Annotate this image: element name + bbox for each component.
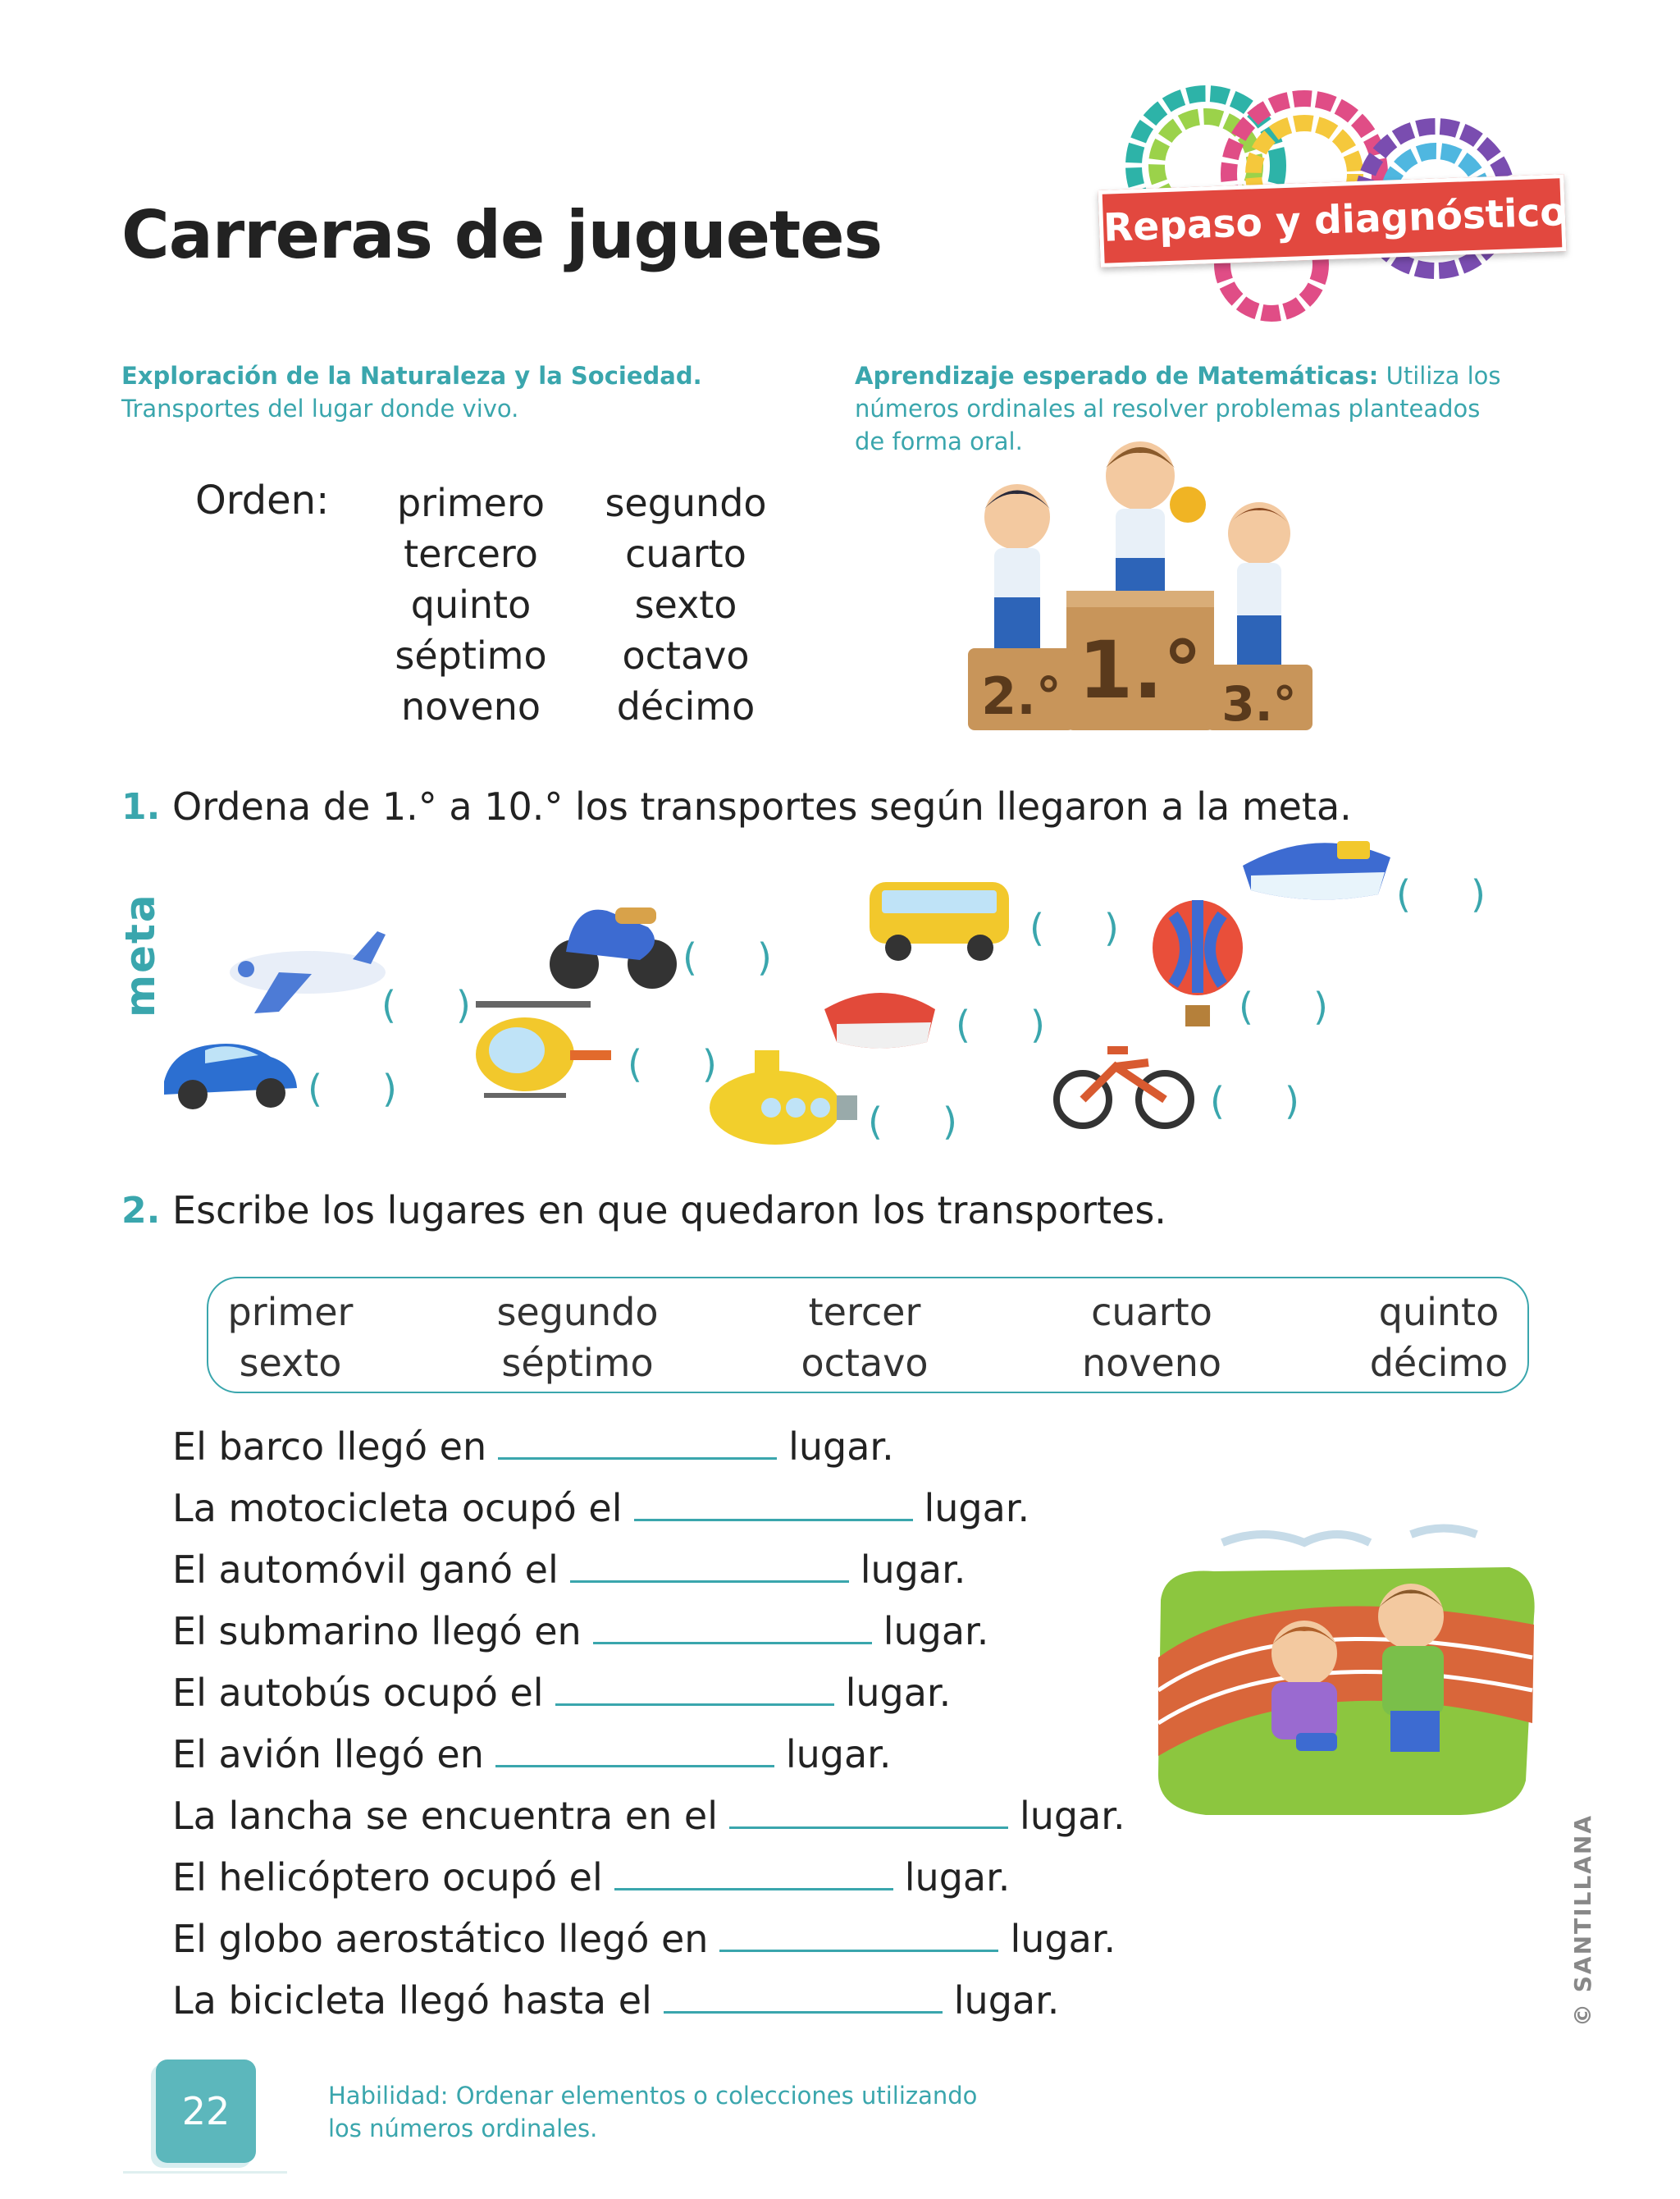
word-bank-item: primer xyxy=(227,1290,354,1334)
answer-blank[interactable] xyxy=(729,1818,1008,1829)
kids-playing-illustration xyxy=(1148,1510,1542,1822)
helicopter-image xyxy=(468,993,623,1108)
child-first xyxy=(1106,441,1206,591)
answer-paren-car[interactable]: ( ) xyxy=(308,1067,398,1111)
answer-blank[interactable] xyxy=(593,1634,872,1644)
ordinal-word: quinto xyxy=(410,583,532,627)
ordinal-column-2 xyxy=(587,478,784,732)
ordinal-word: segundo xyxy=(605,481,767,525)
meta-label: meta xyxy=(116,893,164,1017)
sentence-row xyxy=(172,1855,1010,1900)
word-bank-item: cuarto xyxy=(1091,1290,1212,1334)
answer-paren-bicycle[interactable]: ( ) xyxy=(1210,1079,1300,1123)
sentence-end: lugar. xyxy=(953,1978,1060,2023)
ordinal-word: décimo xyxy=(616,684,756,729)
word-bank-item: segundo xyxy=(496,1290,659,1334)
podium-illustration xyxy=(960,427,1321,738)
answer-paren-bus[interactable]: ( ) xyxy=(1029,906,1120,950)
page-title: Carreras de juguetes xyxy=(121,197,883,273)
word-bank-item: sexto xyxy=(239,1341,342,1385)
sentence-row xyxy=(172,1732,892,1776)
left-subject xyxy=(121,359,778,425)
sentence-row xyxy=(172,1671,951,1715)
sentence-row xyxy=(172,1917,1116,1961)
word-bank-item: séptimo xyxy=(501,1341,654,1385)
answer-paren-submarine[interactable]: ( ) xyxy=(868,1100,958,1144)
ordinal-word: sexto xyxy=(634,583,737,627)
left-subject-heading: Exploración de la Naturaleza y la Sociedad. xyxy=(121,362,702,390)
page-number: 22 xyxy=(156,2060,256,2163)
sentence-start: El autobús ocupó el xyxy=(172,1671,544,1715)
orden-label: Orden: xyxy=(195,478,330,523)
word-bank-item: noveno xyxy=(1081,1341,1222,1385)
sentence-start: El barco llegó en xyxy=(172,1424,487,1469)
ordinal-word: tercero xyxy=(404,532,538,576)
ordinal-word: noveno xyxy=(400,684,541,729)
airplane-image xyxy=(221,923,394,1022)
sentence-row xyxy=(172,1424,894,1469)
sentence-end: lugar. xyxy=(1019,1794,1125,1838)
skill-note xyxy=(328,2079,977,2145)
sentence-end: lugar. xyxy=(924,1486,1030,1530)
question-1-number: 1. xyxy=(121,786,161,828)
answer-paren-helicopter[interactable]: ( ) xyxy=(628,1042,718,1086)
sentence-row xyxy=(172,1609,988,1653)
sentence-end: lugar. xyxy=(904,1855,1011,1900)
right-subject-heading: Aprendizaje esperado de Matemáticas: xyxy=(855,362,1379,390)
sentence-start: La lancha se encuentra en el xyxy=(172,1794,718,1838)
word-bank-item: quinto xyxy=(1378,1290,1500,1334)
ordinal-word: séptimo xyxy=(395,633,547,678)
sentence-end: lugar. xyxy=(785,1732,892,1776)
section-badge: Repaso y diagnóstico xyxy=(1098,174,1567,267)
ordinal-word: primero xyxy=(396,481,546,525)
hot-air-balloon-image xyxy=(1148,898,1247,1030)
skill-note-line1: Habilidad: Ordenar elementos o colecciones utilizando xyxy=(328,2082,978,2110)
answer-paren-motorboat[interactable]: ( ) xyxy=(1396,872,1486,917)
sentence-end: lugar. xyxy=(1010,1917,1116,1961)
answer-blank[interactable] xyxy=(570,1572,849,1583)
child-second xyxy=(984,484,1050,648)
sentence-start: El globo aerostático llegó en xyxy=(172,1917,709,1961)
sentence-start: La motocicleta ocupó el xyxy=(172,1486,623,1530)
answer-blank[interactable] xyxy=(498,1449,777,1460)
question-2-number: 2. xyxy=(121,1190,161,1232)
right-subject-text: Utiliza los números ordinales al resolver problemas planteados de forma oral. xyxy=(855,362,1501,455)
sentence-row xyxy=(172,1978,1059,2023)
motorboat-image xyxy=(1239,825,1395,915)
answer-blank[interactable] xyxy=(634,1511,913,1521)
sentence-row xyxy=(172,1548,966,1592)
sentence-start: El helicóptero ocupó el xyxy=(172,1855,603,1900)
child-left xyxy=(1271,1621,1337,1751)
sentence-row xyxy=(172,1486,1029,1530)
speedboat-image xyxy=(820,976,943,1058)
word-bank-item: tercer xyxy=(808,1290,921,1334)
podium-second-label: 2.° xyxy=(981,666,1061,726)
answer-paren-speedboat[interactable]: ( ) xyxy=(956,1003,1046,1047)
sentence-end: lugar. xyxy=(845,1671,952,1715)
answer-blank[interactable] xyxy=(664,2003,943,2014)
publisher-mark: © SANTILLANA xyxy=(1569,1814,1596,2027)
answer-paren-motorcycle[interactable]: ( ) xyxy=(682,935,773,980)
sentence-start: El automóvil ganó el xyxy=(172,1548,559,1592)
bus-image xyxy=(861,870,1017,968)
answer-paren-airplane[interactable]: ( ) xyxy=(381,983,472,1027)
answer-paren-balloon[interactable]: ( ) xyxy=(1239,985,1329,1029)
sentence-end: lugar. xyxy=(883,1609,989,1653)
sentence-row xyxy=(172,1794,1125,1838)
ordinal-column-1 xyxy=(372,478,569,732)
child-third xyxy=(1228,502,1290,665)
answer-blank[interactable] xyxy=(555,1695,834,1706)
left-subject-text: Transportes del lugar donde vivo. xyxy=(121,395,519,423)
sentence-start: El submarino llegó en xyxy=(172,1609,582,1653)
podium-first-label: 1.° xyxy=(1078,624,1203,716)
answer-blank[interactable] xyxy=(614,1880,893,1890)
footer-rule xyxy=(123,2171,287,2174)
sentence-start: El avión llegó en xyxy=(172,1732,484,1776)
question-2-text: Escribe los lugares en que quedaron los transportes. xyxy=(172,1188,1166,1232)
ordinal-word: cuarto xyxy=(625,532,746,576)
sentence-end: lugar. xyxy=(860,1548,966,1592)
sentence-start: La bicicleta llegó hasta el xyxy=(172,1978,652,2023)
answer-blank[interactable] xyxy=(719,1941,998,1952)
skill-note-line2: los números ordinales. xyxy=(328,2114,598,2142)
word-bank-item: décimo xyxy=(1369,1341,1509,1385)
sentence-end: lugar. xyxy=(788,1424,894,1469)
motorcycle-image xyxy=(541,878,681,993)
question-1-text: Ordena de 1.° a 10.° los transportes según llegaron a la meta. xyxy=(172,784,1352,829)
car-image xyxy=(156,1024,304,1114)
answer-blank[interactable] xyxy=(495,1757,774,1767)
podium-third-label: 3.° xyxy=(1221,676,1297,732)
bicycle-image xyxy=(1050,1017,1198,1132)
word-bank-item: octavo xyxy=(801,1341,929,1385)
ordinal-word: octavo xyxy=(622,633,750,678)
